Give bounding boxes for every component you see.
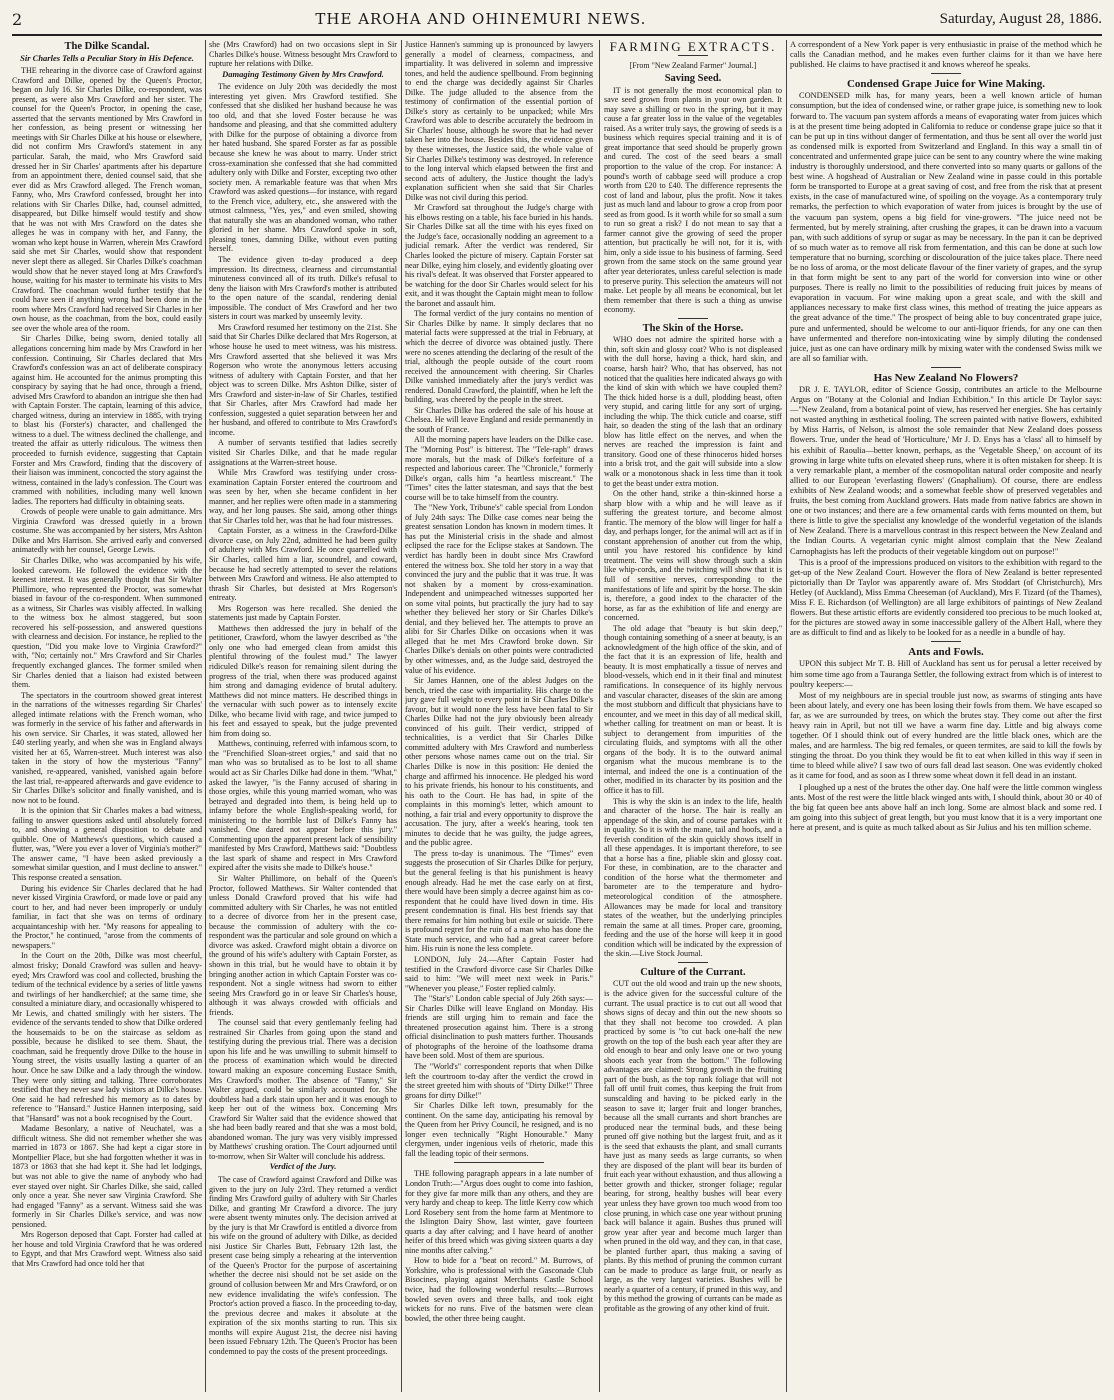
paragraph: In the Court on the 20th, Dilke was most cheerful, almost frisky; Donald Crawford was sullen and heavy-eyed; Mrs Crawford was cool and collected, brushing the tedium of the technical evidence by a series of little yawns and twirlings of her handkerchief; at the same time, she consulted a miniature diary, and occasionally whispered to Mr Lewis, and chatted smilingly with her sisters. The evidence of the servants tended to show that Dilke ordered the housemaids to be on the staircase as seldom as possible, because he disliked to see them. Shaut, the coachman, said he frequently drove Dilke to the house in Young street, the visits usually lasting a quarter of an hour. Once he saw Dilke and a lady through the window. They were only sitting and talking. Three corroborates testified that they never saw lady visitors at Dilke's house. One said he had refreshed his memory as to dates by reference to "Hansard." Justice Hannen interposing, said that "Hansard" was not a book recognised by the Court. — [12, 951, 202, 1123]
paragraph: Crowds of people were unable to gain admittance. Mrs Virginia Crawford was dressed quietly in a brown costume. She was accompanied by her sisters, Mrs Ashton Dilke and Mrs Harrison. She arrived early and conversed animatedly with her counsel, George Lewis. — [12, 507, 202, 555]
paragraph: On the other hand, strike a thin-skinned horse a sharp blow with a whip and he will leave as if suffering the greatest torture, and become almost frantic. The memory of the blow will linger for half a day, and perhaps longer, for the animal will act as if in constant apprehension of another cut from the whip, until you have restored his confidence by kind treatment. The veins will show through such a skin like whip-cords, and the twitching will show that it is full of sensitive nerves, corresponding to the manifestations of life and spirit by the horse. The skin is, therefore, a good index to the character of the horse, as far as the exhibition of life and energy are concerned. — [604, 489, 782, 623]
paragraph: Madame Besonlary, a native of Neuchatel, was a difficult witness. She did not remember whether she was married in 1873 or 1867. She had kept a cigar store in Montpellier Place, but she had forgotten whether it was in 1873 or 1863 that she had kept it. She had let lodgings, but was not able to give the name of anybody who had ever stayed over night. Sir Charles Dilke, she said, called only once a year. She never saw Virginia Crawford. She had engaged "Fanny" as a servant. Witness said she was formerly in Sir Charles Dilke's service, and was now pensioned. — [12, 1124, 202, 1229]
section-banner: FARMING EXTRACTS. — [609, 40, 777, 54]
article-heading: Condensed Grape Juice for Wine Making. — [846, 78, 1046, 91]
column-divider — [401, 40, 402, 1392]
paragraph: Sir Charles Dilke, who was accompanied by his wife, looked careworn. He followed the evidence with the keenest interest. It was generally thought that Sir Walter Phillimore, who represented the Proctor, was somewhat biased in favour of the co-respondent. When summoned as a witness, Sir Charles was visibly affected. In walking to the witness box he almost staggered, but soon recovered his self-possession, and answered questions with clearness and decision. For instance, he replied to the question, "Did you make love to Virginia Crawford?" with, "No; certainly not." Mrs Crawford and Sir Charles frequently exchanged glances. The former smiled when Sir Charles denied that a liaison had existed between them. — [12, 555, 202, 690]
column-2 — [209, 40, 397, 1392]
section-subheading: Damaging Testimony Given by Mrs Crawford. — [222, 68, 384, 79]
section-subheading: Verdict of the Jury. — [269, 1161, 337, 1172]
separator — [931, 367, 961, 368]
paragraph: Matthews then addressed the jury in behalf of the petitioner, Crawford, whom the lawyer described as "the only one who had emerged clean from amidst this plentiful throwing of the foulest mud." The lawyer ridiculed Dilke's reason for remaining silent during the progress of the trial, when there was produced against him strong and damaging evidence of brutal adultery. Matthews did not mince matters. He described things in the vernacular with such power as to intensely excite Dilke, who became livid with rage, and twice jumped to his feet and essayed to speak, but the judge prevented him from doing so. — [209, 623, 397, 738]
paragraph: Matthews, continuing, referred with infamous scorn, to the "Frenchified Sloan-street orgies," and said that no man who was so brutalised as to be lost to all shame would act as Sir Charles Dilke had done in them. "What," asked the lawyer, "is the Fanny accused of sharing in those orgies, while this young married woman, who was betrayed and degraded into them, is being held up to infamy before the whole English-speaking world, for ministering to the horrible lust of Dilke's Fanny has vanished. One dared not appear before this jury." Commenting upon the apparent present lack of sensibility manifested by Mrs Crawford, Matthews said: "Doubtless the last spark of shame and respect in Mrs Crawford expired after the visits she made to Dilke's house." — [209, 739, 397, 873]
masthead-rule — [12, 34, 1102, 36]
column-divider — [599, 40, 600, 1392]
article-heading: Culture of the Currant. — [640, 966, 746, 978]
separator — [454, 1162, 544, 1163]
paragraph: The "Star's" London cable special of July 26th says:—Sir Charles Dilke will leave England on Monday. His friends are still urging him to remain and face the threatened prosecution against him. There is a strong official disinclination to push matters further. Thousands of photographs of the heroine of the loathsome drama have been sold. Most of them are spurious. — [405, 994, 593, 1061]
paragraph: The old adage that "beauty is but skin deep," though containing something of a sneer at beauty, is an acknowledgment of the high office of the skin, and of the fact that it is an expression of life, health and beauty. It is most emphatically a tissue of nerves and blood-vessels, which end in it their final and minutest ramifications. In consequence of its highly nervous and vascular character, diseases of the skin are among the most stubborn and difficult that physicians have to encounter, and we meet in this day of all medical skill, whether calling for treatment on man or beast. It is subject to derangement from impurities of the circulating fluids, and symptoms with all the other organs of the body. It is to the outward animal organism what the mucous membrane is to the internal, and indeed the one is a continuation of the other, modified in its character by its position and the office it has to fill. — [604, 623, 782, 796]
paragraph: The evidence on July 20th was decidedly the most interesting yet given. Mrs Crawford testified. She confessed that she disliked her husband because he was too old, and that she loved Foster because he was handsome and pleasing, and that she committed adultery with Dilke for the purpose of obtaining a divorce from her hated husband. She spared Forster as far as possible because she knew he was about to marry. Under strict cross-examination she confessed that she had committed adultery only with Dilke and Forster, excepting two other society men. A remarkable feature was that when Mrs Crawford was asked questions—for instance, with regard to the French vice, adultery, etc., she answered with the utmost calmness, "Yes, yes," and even smiled, showing that naturally she was an abandoned woman, who rather gloried in her shame. Mrs Crawford spoke in soft, pleasing tones, damning Dilke, without even putting herself. — [209, 82, 397, 254]
paragraph: The evidence given to-day produced a deep impression. Its directness, clearness and circumstantial minuteness convinced all of its truth. Dilke's refusal to deny the liaison with Mrs Crawford's mother is attributed to the open nature of the scandal, rendering denial impossible. The conduct of Mrs Crawford and her two sisters in court was marked by unseemly levity. — [209, 255, 397, 322]
newspaper-title: THE AROHA AND OHINEMURI NEWS. — [315, 10, 647, 28]
paragraph: I ploughed up a nest of the brutes the other day. One half were the little common wingless ants. Most of the rest were the little black winged ants with, I should think, about 30 or 40 of the big fat queen bee ants above half an inch long. Some are almost black and some red. I am going into this subject of great length, but you must know that it is a very important one here at present, and is quite as much talked about as Sir Julius and his ten million scheme. — [790, 782, 1102, 832]
paragraph: Sir Walter Phillimore, on behalf of the Queen's Proctor, followed Matthews. Sir Walter contended that unless Donald Crawford proved that his wife had committed adultery with Sir Charles, he was not entitled to a decree of divorce from her in the present case, because the commission of adultery with the co-respondent was the particular and sole ground on which a divorce was asked. Crawford might obtain a divorce on the ground of his wife's adultery with Captain Forster, as shown in this trial, but he would have to obtain it by bringing another action in which Captain Forster was co-respondent. Not a single witness had sworn to either seeing Mrs Crawford go in or leave Sir Charles's house, although it was always crowded with officials and friends. — [209, 874, 397, 1017]
paragraph: IT is not generally the most economical plan to save seed grown from plants in your own garden. It may save a shilling or two in the spring, but it may cause a far greater loss in the value of the vegetables raised. As a writer truly says, the growing of seeds is a business which requires special training and it is of great importance that seed should be properly grown and cured. The cost of the seed bears a small proportion to the value of the crop. For instance: A pound's worth of cabbage seed will produce a crop worth from £20 to £40. The difference represents the cost of land and labour, plus the profit. Now it takes just as much land and labour to grow a crop from poor seed as from good. Is it worth while for so small a sum to run so great a risk? I do not mean to say that a farmer cannot give the growing of seed the proper attention, but practically he will not, for it is, with him, only a side issue to his business of farming. Seed grown from the same stock on the same ground year after year deteriorates, unless careful selection is made to preserve purity. This selection the amateurs will not make. Let people by all means be economical, but let them remember that there is such a thing as unwise economy. — [604, 85, 782, 315]
separator — [931, 641, 961, 642]
paragraph: Sir James Hannen, one of the ablest Judges on the bench, tried the case with impartiality. His charge to the jury gave full weight to every point in Sir Charles Dilke's favour, but it would none the less have been fatal to Sir Charles Dilke had not the jury obviously been already convinced of his guilt. Their verdict, stripped of technicalities, is a verdict that Sir Charles Dilke committed adultery with Mrs Crawford and numberless other persons whose names came out on the trial. Sir Charles Dilke is now in this position: He denied the charge and affirmed his innocence. He pledged his word to his private friends, his honour to his constituents, and his oath to the Court. He has had, in spite of the complaints in this morning's letter, which amount to nothing, a fair trial and every opportunity to disprove the accusation. The jury, after a week's hearing, took ten minutes to decide that he was guilty, the judge agrees, and the public agree. — [405, 676, 593, 848]
column-5 — [790, 40, 1102, 1392]
separator — [678, 318, 708, 319]
paragraph: UPON this subject Mr T. B. Hill of Auckland has sent us for perusal a letter received by him some time ago from a Tauranga Settler, the following extract from which is of interest to poultry keepers:— — [790, 659, 1102, 689]
paragraph: This is a proof of the impressions produced on visitors to the exhibition with regard to the get-up of the New Zealand Court. However the flora of New Zealand is better represented pictorially than Dr Taylor was apparently aware of. Mrs Stoddart (of Christchurch), Mrs Hetley (of Auckland), Miss Emma Cheeseman (of Auckland), Mrs F. Tizard (of the Thames), Miss F. E. Richardson (of Wellington) are all large exhibitors of paintings of New Zealand flowers. But these artistic efforts are evidently considered too precious to be much looked at, for the pictures are stowed away in some inaccessible gallery of the Albert Hall, where they are as difficult to find and as likely to be looked for as a needle in a bundle of hay. — [790, 557, 1102, 638]
paragraph: The spectators in the courtroom showed great interest in the narrations of the witnesses regarding Sir Charles' alleged intimate relations with the French woman, who was formerly in the service of his father and afterwards in his own service. Sir Charles, it was stated, allowed her £40 sterling yearly, and when she was in England always visited her at 65, Warren-street. Much interest was also taken in the story of how the mysterious "Fanny" vanished, re-appeared, vanished, vanished again before the last trial, re-appeared afterwards and gave evidence to Sir Charles Dilke's solicitor and finally vanished, and is now not to be found. — [12, 690, 202, 805]
paragraph: Mrs Rogerson deposed that Capt. Forster had called at her house and told Virginia Crawford that he was ordered to Egypt, and that Mrs Crawford wept. Witness also said that Mrs Crawford had once told her that — [12, 1230, 202, 1268]
paragraph: Sir Charles Dilke, being sworn, denied totally all allegations concerning him made by Mrs Crawford in her confession. Continuing, Sir Charles declared that Mrs Crawford's confession was an act of deliberate conspiracy against him. He accounted for the animus prompting this conspiracy by saying that he had once, through a friend, advised Mrs Crawford to abandon an intrigue she then had with Captain Forster. The captain, learning of this advice, charged witness, during an interview in 1885, with trying to blast his (Forster's) character, and challenged the witness to a duel. The witness declined the challenge, and treated the affair as utterly ridiculous. The witness then proceeded to furnish evidence, suggesting that Captain Forster and Mrs Crawford, finding that the discovery of their liaison was imminent, concocted the story against the witness, contained in the lady's confession. The Court was crammed with nobilities, including many well known ladies. The reporters had difficulty in obtaining seats. — [12, 334, 202, 506]
paragraph: Captain Forster, as a witness in the Crawford-Dilke divorce case, on July 22nd, admitted he had been guilty of adultery with Mrs Crawford. He once quarrelled with Sir Charles, called him a liar, scoundrel, and coward, because he had secretly attempted to sever the relations between Mrs Crawford and witness. He also attempted to thrash Sir Charles, but desisted at Mrs Rogerson's entreaty. — [209, 526, 397, 603]
paragraph: While Mrs Crawford was testifying under cross-examination Captain Forster entered the courtroom and was seen by her, when she became confident in her manner, and her replies were often made in a stammering way, and her long pauses. She said, among other things that Sir Charles told her, was that he had four mistresses. — [209, 468, 397, 525]
paragraph: A correspondent of a New York paper is very enthusiastic in praise of the method which he calls the Canadian method, and he makes even further claims for it than we have here published. He claims to have practised it and knows whereof he speaks. — [790, 40, 1102, 70]
paragraph: DR J. E. TAYLOR, editor of Science Gossip, contributes an article to the Melbourne Argus on "Botany at the Colonial and Indian Exhibition." In this article Dr Taylor says:—"New Zealand, from a botanical point of view, has reserved her energies. She has certainly not wasted anything in æsthetical fooling. The screen painted with native flowers, exhibited by Miss Harris, of Nelson, is almost the sole remainder that New Zealand does possess flowers. True, under the head of 'Horticulture,' Mr J. D. Enys has a 'class' all to himself by his exhibit of Raoulia—better known, perhaps, as the 'Vegetable Sheep,' on account of its growing in large white tufts on elevated sheep runs, where it is often mistaken for sheep. It is a very remarkable plant, a member of the cosmopolitan natural order composite and nearly allied to our European 'everlasting flowers' (Gnaphalium). Of course, there are endless exhibits of New Zealand woods; and a somewhat feeble show of preserved vegetables and fruits, the best coming from Auckland growers. Hats made from native fabrics are shown in one or two instances; and there are a few ornamental cards with ferns mounted on them, but there is little to give the specialist any knowledge of the wonderful vegetation of the islands of New Zealand. There is a marvellous contrast in this respect between the New Zealand and the Indian Courts. A vegetarian cynic might almost complain that the New Zealand Carnophagists has left the products of their vegetable kingdom out on purpose!" — [790, 385, 1102, 556]
paragraph: The formal verdict of the jury contains no mention of Sir Charles Dilke by name. It simply declares that no material facts were suppressed at the trial in February, at which the decree of divorce was obtained justly. There were no scenes attending the declaring of the result of the trial, although the people outside of the court room received the announcement with cheering. Sir Charles Dilke vanished immediately after the jury's verdict was rendered. Donald Crawford, the plaintiff, when he left the building, was cheered by the people in the street. — [405, 309, 593, 405]
article-heading: Has New Zealand No Flowers? — [873, 371, 1019, 384]
paragraph: WHO does not admire the spirited horse with a thin, soft skin and glossy coat? Who is not displeased with the dull horse, having a thick, hard skin, and coarse, harsh hair? Who, that has observed, has not noticed that the qualities here indicated always go with the kind of skin with which we have coupled them? The thick hided horse is a dull, plodding beast, often very stupid, and caring little for any sort of urging, including the whip. The thick cuticle and coarse, stiff hair, so deaden the sting of the lash that an ordinary blow has little effect on the nerves, and when the nerves are reached the impression is faint and transitory. Good one of these rhinoceros hided horses into a brisk trot, and the gait will subside into a slow walk or a monotonous shack in less time than it took to get the beast under extra motion. — [604, 335, 782, 488]
paragraph: LONDON, July 24.—After Captain Foster had testified in the Crawford divorce case Sir Charles Dilke said to him: "We will meet next week in Paris." "Whenever you please," Foster replied calmly. — [405, 954, 593, 993]
paragraph: This is why the skin is an index to the life, health and character of the horse. The hair is really an appendage of the skin, and of course partakes with it in quality. So it is with the mane, tail and hoofs, and a feverish condition of the skin quickly shows itself in all these appendages. It is important therefore, to see that a horse has a fine, pliable skin and glossy coat. For these, in combination, are to the character and condition of the horse what the thermometer and barometer are to the temperature and hydro-meteorological condition of the atmosphere. Allowances may be made for local and transitory states of the weather, but the underlying principles remain the same at all times. Proper care, grooming, feeding and the use of the horse will keep it in good condition which will be indicated by the expression of the skin.—Live Stock Journal. — [604, 796, 782, 959]
paragraph: Sir Charles Dilke has ordered the sale of his house at Chelsea. He will leave England and reside permanently in the south of France. — [405, 405, 593, 434]
separator — [678, 962, 708, 963]
separator — [931, 73, 961, 74]
paragraph: It is the opinion that Sir Charles makes a bad witness, failing to answer questions asked until absolutely forced to, and showing a general disposition to debate and quibble. One of Matthews's questions, which caused a flutter, was, "Were you ever a lover of Virginia's mother?" The answer came, "I have been asked previously a somewhat similar question, and I must decline to answer." This response created a sensation. — [12, 806, 202, 883]
paragraph: Sir Charles Dilke left town, presumably for the continent. On the same day, anticipating his removal by the Queen from her Privy Council, he resigned, and is no longer even technically "Right Honourable." Many clergymen, under ingenious veils of rhetoric, made this fall the leading topic of their sermons. — [405, 1101, 593, 1158]
column-4 — [604, 40, 782, 1392]
paragraph: CUT out the old wood and train up the new shoots, is the advice given for the successful culture of the currant. The usual practice is to cut out all wood that shows signs of decay and thin out the new shoots so that they shall not become too crowded. A plan practiced by some is "to cut back one-half the new growth on the top of the bush each year after they are old enough to bear and only leave one or two young shoots each year from the bottom." The following advantages are claimed: Strong growth in the fruiting part of the bush, as the top rank foliage that will not fall off until fruit comes, thus keeping the fruit from sunscalding and having to be picked early in the season to save it; larger fruit and longer branches, because all the small currants and short branches are produced near the terminal buds, and these being pruned off give nothing but the largest fruit, and as it is the seed that exhausts the plant, and small currants have just as many seeds as large currants, so when they are disposed of the plant will bear its burden of fruit each year without exhaustion, and thus allowing a better growth and thicker, stronger foliage; regular bearing, for strong, healthy bushes will bear every year unless they have grown too much wood from too close pruning, in which case one year without pruning back will balance it again. Bushes thus pruned will grow year after year and become much larger than when pruned in the old way, and they can, in that case, be planted further apart, thus making a saving of plants. By this method of pruning the common currant can be made to produce as large fruit, or nearly as large, as the very largest varieties. Bushes will be nearly a quarter of a century, if pruned in this way, and by this method the growing of currants can be made as profitable as the growing of any other kind of fruit. — [604, 979, 782, 1313]
article-heading: Saving Seed. — [664, 73, 722, 85]
paragraph: A number of servants testified that ladies secretly visited Sir Charles Dilke, and that he made regular assignations at the Warren-street house. — [209, 438, 397, 467]
paragraph: Justice Hannen's summing up is pronounced by lawyers generally a model of clearness, compactness, and impartiality. It was delivered in solemn and impressive tones, and held the audience spellbound. From beginning to end the charge was decidedly against Sir Charles Dilke. The judge alluded to the absence from the testimony of confirmation of the essential portion of Dilke's story as certainly to be unpacked; while Mrs Crawford was able to describe accurately the bedroom in Sir Charles' house, although he swore that he had never taken her into the house. Besides this, the evidence given by these witnesses, the Justice said, the whole value of Sir Charles Dilke's testimony was destroyed. In reference to the long interval which elapsed between the first and second acts of adultery, the Justice thought the lady's explanation sufficient when she said that Sir Charles Dilke was not civil during this period. — [405, 40, 593, 202]
paragraph: The "New York, Tribune's" cable special from London of July 24th says: The Dilke case comes near being the greatest sensation London has known in modern times. It has put the Ministerial crisis in the shade and almost eclipsed the race for the Eclipse stakes at Sandown. The verdict has hardly been in doubt since Mrs Crawford entered the witness box. She told her story in a way that convinced the jury and the public that it was true. It was not shaken by a moment by cross-examination. Independent and unimpeached witnesses supported her on some vital points, but practically the jury had to say whether they believed her story or Sir Charles Dilke's denial, and they believed her. The attempts to prove an alibi for Sir Charles Dilke on occasions when it was alleged that he met Mrs Crawford broke down. Sir Charles Dilke's denials on other points were contradicted by other witnesses, and, as the Judge said, destroyed the value of his evidence. — [405, 503, 593, 675]
separator — [678, 55, 708, 56]
column-divider — [205, 40, 206, 1392]
paragraph: How to bide for a "beat on record." M. Burrows, of Yorkshire, who is professional with the Gasconade Club Bisocines, playing against Merchants Castle School twice, had the following wonderful results:—Burrows bowled seven overs and three balls, and took eight wickets for no runs. Five of the batsmen were clean bowled, the other three being caught. — [405, 1256, 593, 1323]
article-heading: The Dilke Scandal. — [64, 41, 150, 52]
page-number: 2 — [12, 9, 23, 29]
column-divider — [786, 40, 787, 1392]
masthead — [12, 8, 1102, 30]
article-heading: The Skin of the Horse. — [642, 322, 744, 334]
paragraph: The counsel said that every gentlemanly feeling had restrained Sir Charles from going upon the stand and testifying during the previous trial. There was a decision upon his life and he was unwilling to submit himself to the process of examination which would be directed toward making an exposure concerning Eustace Smith, Mrs Crawford's mother. The absence of "Fanny," Sir Walter argued, could be similarly accounted for. She doubtless had a dark stain upon her and it was enough to keep her out of the witness box. Concerning Mrs Crawford Sir Walter said that the evidence showed that she had been badly reared and that she was a most bold, abandoned woman. The jury was very visibly impressed by Matthews' crushing oration. The Court adjourned until to-morrow, when Sir Walter will conclude his address. — [209, 1018, 397, 1161]
column-3 — [405, 40, 593, 1392]
paragraph: The press to-day is unanimous. The "Times" even suggests the prosecution of Sir Charles Dilke for perjury, but the general feeling is that his punishment is heavy enough already. Had he met the case early on at first, there would have been simply a decree against him as co-respondent that he could have lived down in time. His present condemnation is final. His best friends say that there remains for him nothing but exile or suicide. There is profound regret for the ruin of a man who has done the State much service, and who had a great career before him. His ruin is none the less complete. — [405, 848, 593, 954]
article-heading: Ants and Fowls. — [908, 646, 984, 659]
paragraph: CONDENSED milk has, for many years, been a well known article of human consumption, but the idea of condensed wine, or rather grape juice, is something new to look forward to. The vacuum pan system affords a means of evaporating water from juices which is at the present time being adopted in California to reduce or condense grape juice so that it can be put up in tins without danger of fermentation, and thus be sent all over the world just as condensed milk is exported from Switzerland and England. In this way a small tin of concentrated and unfermented grape juice can be sent to any country where the wine making industry is thoroughly understood, and there converted into so many quarts or gallons of the best wine. A hogshead of Australian or New Zealand wine in passe could in this portable form be transported to Europe at a great saving of cost, and free from the risk that at present exists, in the case of manufactured wine, of spoiling on the voyage. As a contemporary truly remarks, the perfection to which evaporation of water from juices is brought by the use of the vacuum pan system, opens a big field for vine-growers. "The juice need not be fermented, but by merely straining, after crushing the grapes, it can be drawn into a vacuum pan, with such additions of syrup or sugar as may be necessary. In the pan it can be deprived of so much water as to remove all risk from fermentation, and this can be done at such low temperature that no burning, scorching or discolouration of the juice takes place. There need be no loss of aroma, or the most delicate flavour of the finer variety of grapes, and the syrup in that form might be sent to any part of the world for conversion into wine or other purposes. There is really no limit to the possibilities of reducing fruit juices by means of evaporation in vacuum. For wine making upon a great scale, and with the skill and appliances necessary to make first class wines, this method of treating the juice appears as the great advance of the time." The prospect of being able to buy concentrated grape juice, pure and unfermented, should be welcome to our anti-liquor friends, for any one can then have unfermented and therefore non-intoxicating wine by simply diluting the condensed juice, just as one can have ordinary milk by mixing water with the condensed Swiss milk we are all so familiar with. — [790, 91, 1102, 363]
paragraph: The case of Crawford against Crawford and Dilke was given to the jury on July 23rd. They returned a verdict finding Mrs Crawford guilty of adultery with Sir Charles Dilke, and granting Mr Crawford a divorce. The jury were absent twenty minutes only. The decision arrived at by the jury is that Mr Crawford is entitled a divorce from his wife on the ground of adultery with Dilke, as decided nisi Justice Sir Charles Butt, February 12th last, the present case being simply a rehearing at the intervention of the Queen's Proctor for the purpose of ascertaining whether the decree nisi should not be set aside on the ground of collusion between Mr and Mrs Crawford, or on new evidence invalidating the wife's confession. The Proctor's action proved a fiasco. In the proceeding to-day, the previous decree and makes it absolute at the expiration of the six months starting to run. This six months will expire August 21st, the decree nisi having been issued February 12th. The Queen's Proctor has been condemned to pay the costs of the present proceedings. — [209, 1174, 397, 1356]
paragraph: During his evidence Sir Charles declared that he had never kissed Virginia Crawford, or made love or paid any court to her, and had never been improperly or unduly familiar, in fact that she was on terms of ordinary acquaintanceship with her. "My reasons for appealing to the Proctor," he continued, "arose from the comments of newspapers." — [12, 883, 202, 950]
paragraph: THE following paragraph appears in a late number of London Truth:—"Argus does ought to come into fashion, for they give far more milk than any others, and they are very hardy and cheap to keep. The little Kerry cow which Lord Rosebery sent from the home farm at Mentmore to the Islington Dairy Show, last winter, gave fourteen quarts a day after calving; and I have heard of another heifer of this breed which was giving sixteen quarts a day nine months after calving." — [405, 1169, 593, 1255]
paragraph: All the morning papers have leaders on the Dilke case. The "Morning Post" is bitterest. The "Tele-raph" draws more morals, but the mask of Dilke's forfeiture of a respected and laborious career. The "Chronicle," formerly Dilke's organ, calls him "a heartless miscreant." The "Times" cites the latter statesman, and says that the best course will be to take himself from the country. — [405, 435, 593, 502]
paragraph: The "World's" correspondent reports that when Dilke left the courtroom to-day after the verdict the crowd in the street greeted him with shouts of "Dirty Dilke!" Three groans for dirty Dilke!" — [405, 1061, 593, 1100]
source-note: [From "New Zealand Farmer" Journal.] — [629, 60, 757, 70]
paragraph: Mrs Rogerson was here recalled. She denied the statements just made by Captain Forster. — [209, 603, 397, 623]
paragraph: Most of my neighbours are in special trouble just now, as swarms of stinging ants have been about lately, and every one has been losing their fowls from them. We have escaped so far, as we are surrounded by trees, on which the brutes stay. They come out after the first heavy rain in April, but not till we have a warm fine day. Little and big always come together. Of I should think out of every hundred are the little black ones, which are the males, and are harmless. The big red females, or queen termites, are said to kill the fowls by stinging the throat. Do you think they would be fit to eat when killed in this way if seen in time to bleed while alive? I saw two of ours fall dead last season. One was evidently choked as it came for food, and as soon as I threw some wheat down it fell dead in an instant. — [790, 690, 1102, 781]
paragraph: Mr Crawford sat throughout the Judge's charge with his elbows resting on a table, his face buried in his hands. Sir Charles Dilke sat all the time with his eyes fixed on the Judge's face, occasionally nodding an agreement to a judicial remark. After the verdict was rendered, Sir Charles looked the picture of misery. Captain Forster sat near Dilke, eying him closely, and evidently gloating over his rival's defeat. It was observed that Forster appeared to be watching for the door Sir Charles would select for his exit, and it was thought the Captain might mean to follow the baronet and assault him. — [405, 203, 593, 308]
issue-date: Saturday, August 28, 1886. — [939, 10, 1102, 27]
paragraph: she (Mrs Crawford) had on two occasions slept in Sir Charles Dilke's house. Witness besought Mrs Crawford to rupture her relations with Dilke. — [209, 40, 397, 69]
column-1 — [12, 40, 202, 1392]
paragraph: Mrs Crawford resumed her testimony on the 21st. She said that Sir Charles Dilke declared that Mrs Rogerson, at whose house he used to meet witness, was his mistress. Mrs Crawford asserted that she believed it was Mrs Rogerson who wrote the anonymous letters accusing witness of adultery with Captain Forster, and that her object was to screen Dilke. Mrs Ashton Dilke, sister of Mrs Crawford and sister-in-law of Sir Charles, testified that Sir Charles, after Mrs Crawford had made her confession, suggested a quiet separation between her and her husband, and offered to contribute to Mrs Crawford's income. — [209, 322, 397, 437]
paragraph: THE rehearing in the divorce case of Crawford against Crawford and Dilke, opened by the Queen's Proctor, began on July 16. Sir Charles Dilke, co-respondent, was present, as were also Mrs Crawford and her sister. The counsel for the Queen's Proctor, in opening the case, asserted that the servants mentioned by Mrs Crawford in her confession, as being present or witnessing her meetings with Sir Charles Dilke at his house or elsewhere, did not confirm Mrs Crawford's statement in any particular. Sarah, the maid, who Mrs Crawford said dressed her in Sir Charles' apartments after his departure from an appointment there, denied counsel said, that she ever did as Mrs Crawford alleged. The French woman, Fanny, who, Mrs Crawford confessed, brought her into relations with Sir Charles Dilke, had, counsel admitted, disappeared, but Dilke himself would testify and show that he was not with Mrs Crawford on the dates she alleges he was in company with her, and Fanny, the woman who kept house in Warren, wherein Mrs Crawford said she met Sir Charles, would show that respondent never slept there as alleged. Sir Charles Dilke's coachman would show that he never stayed long at Mrs Crawford's house, waiting for his master to terminate his visits to Mrs Crawford. The coachman would further testify that he could have seen if anything wrong had been done in the room where Mrs Crawford had received Sir Charles in her own house, as the coachman, from the box, could easily see over the whole area of the room. — [12, 66, 202, 333]
article-subheading: Sir Charles Tells a Peculiar Story in His Defence. — [20, 52, 194, 63]
